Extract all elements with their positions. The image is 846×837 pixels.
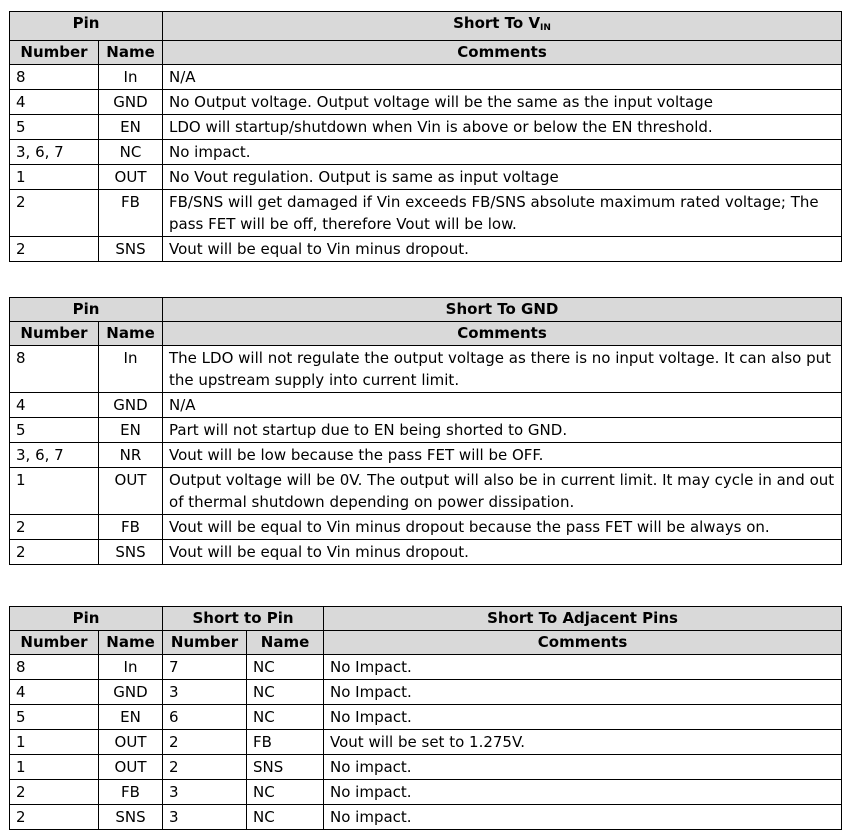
pin-number: 4 [10,680,99,705]
header-row [10,298,842,322]
pin-header: Pin [10,12,163,41]
pin-number: 5 [10,418,99,443]
short-pin-name: NC [247,780,324,805]
comment: LDO will startup/shutdown when Vin is above or below the EN threshold. [163,115,842,140]
pin-number: 8 [10,655,99,680]
table-row [10,140,842,165]
col-short-number: Number [163,631,247,655]
col-comments: Comments [163,322,842,346]
pin-name: EN [99,418,163,443]
pin-number: 2 [10,237,99,262]
comment: N/A [163,393,842,418]
pin-number: 2 [10,190,99,237]
table-row [10,346,842,393]
comment: Vout will be equal to Vin minus dropout. [163,540,842,565]
pin-number: 4 [10,90,99,115]
short-pin-number: 3 [163,805,247,830]
comment: Vout will be set to 1.275V. [324,730,842,755]
short-header-main: Short To V [453,14,541,32]
pin-name: NR [99,443,163,468]
table-row [10,190,842,237]
pin-number: 2 [10,805,99,830]
short-pin-number: 2 [163,755,247,780]
table-row [10,805,842,830]
table-row [10,730,842,755]
comment: No Vout regulation. Output is same as input voltage [163,165,842,190]
pin-name: In [99,346,163,393]
table-row [10,393,842,418]
comment: Vout will be equal to Vin minus dropout. [163,237,842,262]
header-row [10,12,842,41]
pin-number: 4 [10,393,99,418]
pin-name: SNS [99,237,163,262]
table-row [10,115,842,140]
pin-number: 5 [10,115,99,140]
comment: No impact. [324,755,842,780]
short-pin-number: 6 [163,705,247,730]
table-row [10,165,842,190]
pin-number: 2 [10,540,99,565]
comment: No impact. [324,805,842,830]
col-number: Number [10,41,99,65]
short-pin-name: NC [247,655,324,680]
pin-name: In [99,65,163,90]
pin-name: NC [99,140,163,165]
col-number: Number [10,322,99,346]
comment: No impact. [324,780,842,805]
pin-name: FB [99,515,163,540]
short-to-gnd-table [9,297,842,565]
subheader-row [10,631,842,655]
col-name: Name [99,631,163,655]
short-pin-number: 7 [163,655,247,680]
table-row [10,237,842,262]
short-pin-name: SNS [247,755,324,780]
pin-header: Pin [10,298,163,322]
pin-number: 1 [10,755,99,780]
short-pin-number: 2 [163,730,247,755]
pin-number: 8 [10,346,99,393]
comment: Part will not startup due to EN being shorted to GND. [163,418,842,443]
table-row [10,65,842,90]
comment: N/A [163,65,842,90]
short-to-vin-table [9,11,842,262]
pin-number: 1 [10,468,99,515]
pin-name: EN [99,115,163,140]
subheader-row [10,41,842,65]
col-name: Name [99,41,163,65]
table-row [10,468,842,515]
pin-number: 2 [10,515,99,540]
short-pin-name: NC [247,705,324,730]
pin-name: SNS [99,805,163,830]
pin-number: 3, 6, 7 [10,443,99,468]
subheader-row [10,322,842,346]
comment: No impact. [163,140,842,165]
pin-name: OUT [99,730,163,755]
short-to-adjacent-header: Short To Adjacent Pins [324,607,842,631]
comment: The LDO will not regulate the output voltage as there is no input voltage. It can also put the upstream supply into current limit. [163,346,842,393]
short-pin-number: 3 [163,780,247,805]
pin-number: 2 [10,780,99,805]
pin-name: GND [99,680,163,705]
pin-number: 3, 6, 7 [10,140,99,165]
col-name: Name [99,322,163,346]
short-pin-name: NC [247,805,324,830]
table-row [10,443,842,468]
pin-name: OUT [99,468,163,515]
short-to-pin-header: Short to Pin [163,607,324,631]
pin-name: OUT [99,755,163,780]
col-short-name: Name [247,631,324,655]
comment: Vout will be equal to Vin minus dropout because the pass FET will be always on. [163,515,842,540]
pin-name: In [99,655,163,680]
comment: No Impact. [324,705,842,730]
table-row [10,90,842,115]
comment: No Impact. [324,655,842,680]
short-to-vin-header [163,12,842,41]
comment: Vout will be low because the pass FET will be OFF. [163,443,842,468]
header-row [10,607,842,631]
table-row [10,755,842,780]
short-pin-number: 3 [163,680,247,705]
pin-number: 1 [10,165,99,190]
short-pin-name: NC [247,680,324,705]
pin-number: 5 [10,705,99,730]
short-pin-name: FB [247,730,324,755]
pin-name: FB [99,190,163,237]
table-row [10,540,842,565]
table-row [10,418,842,443]
pin-name: GND [99,393,163,418]
pin-header: Pin [10,607,163,631]
comment: No Output voltage. Output voltage will be the same as the input voltage [163,90,842,115]
col-comments: Comments [163,41,842,65]
pin-number: 1 [10,730,99,755]
pin-name: EN [99,705,163,730]
pin-number: 8 [10,65,99,90]
table-row [10,515,842,540]
pin-name: FB [99,780,163,805]
short-header-sub: IN [540,23,551,33]
pin-name: OUT [99,165,163,190]
short-to-adjacent-table [9,606,842,830]
comment: FB/SNS will get damaged if Vin exceeds FB/SNS absolute maximum rated voltage; The pass FET will be off, therefore Vout will be low. [163,190,842,237]
table-row [10,705,842,730]
pin-name: SNS [99,540,163,565]
comment: Output voltage will be 0V. The output will also be in current limit. It may cycle in and out of thermal shutdown depending on power dissipation. [163,468,842,515]
col-number: Number [10,631,99,655]
col-comments: Comments [324,631,842,655]
pin-name: GND [99,90,163,115]
short-to-gnd-header: Short To GND [163,298,842,322]
comment: No Impact. [324,680,842,705]
table-row [10,680,842,705]
table-row [10,780,842,805]
table-row [10,655,842,680]
